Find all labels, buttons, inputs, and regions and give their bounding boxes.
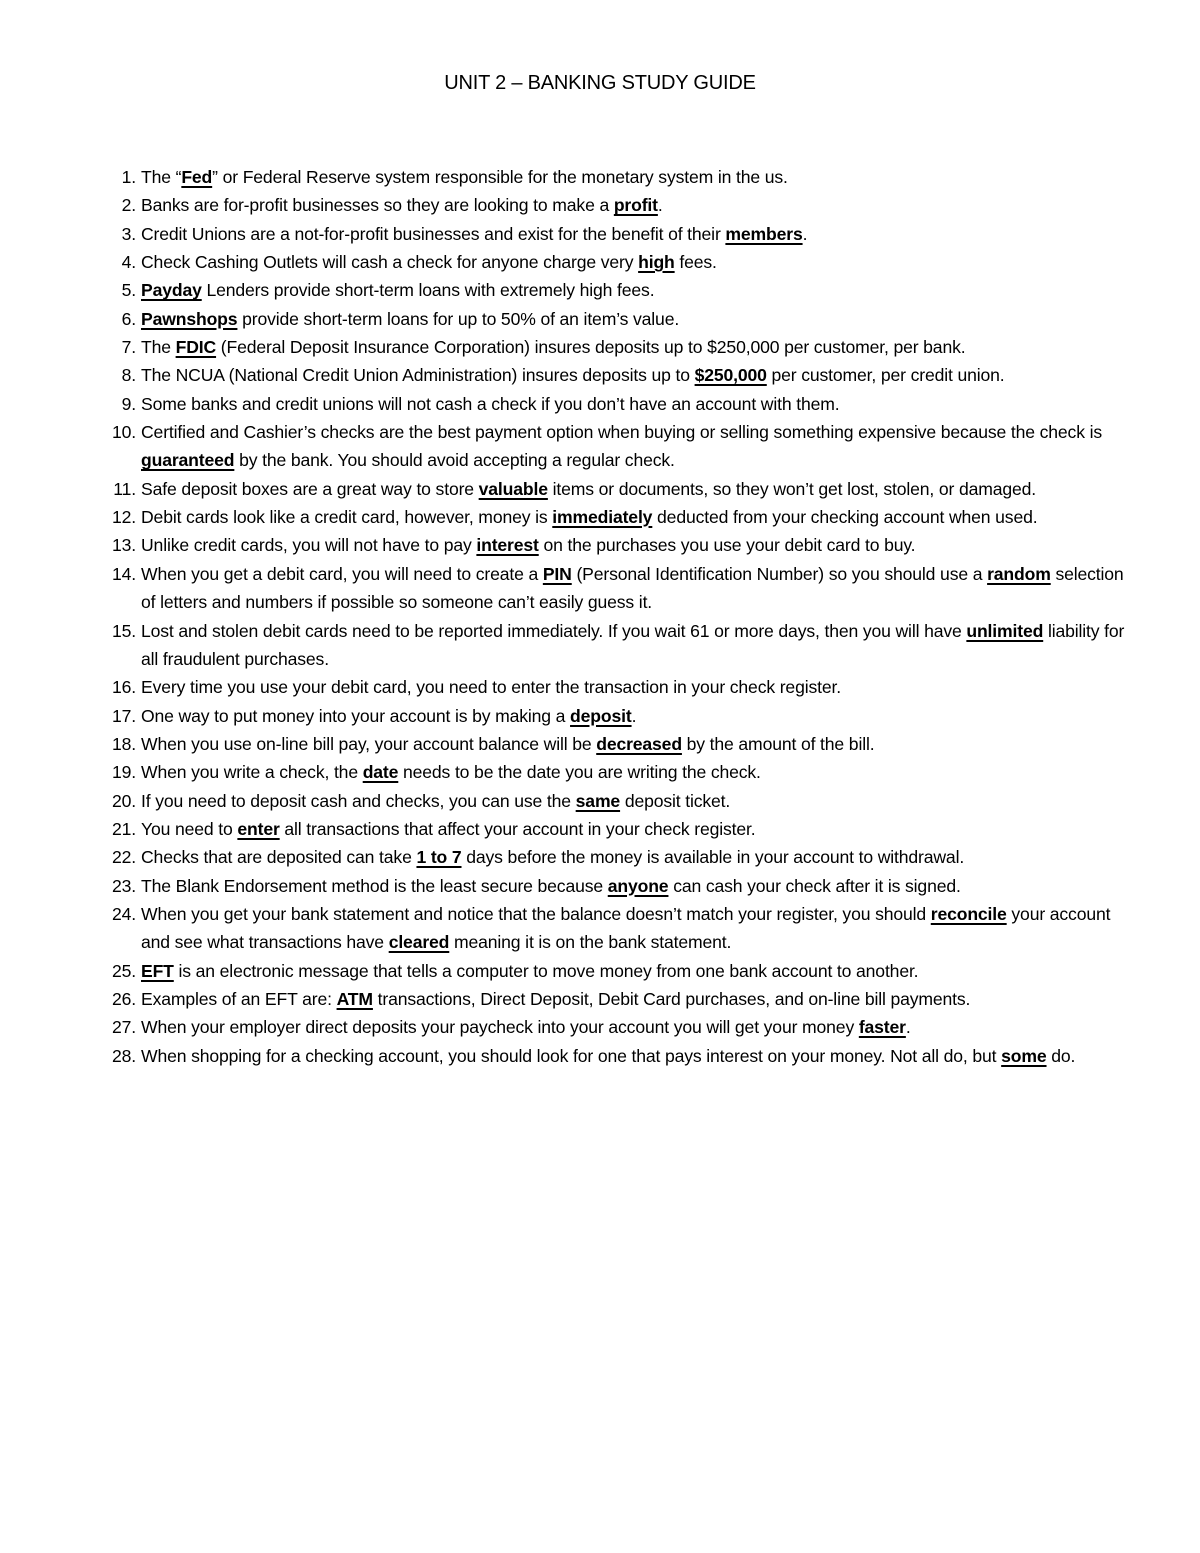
list-item-text: [141, 224, 807, 244]
answer-term: ATM: [336, 988, 373, 1009]
answer-term: faster: [858, 1017, 906, 1038]
list-item-text: [141, 1046, 1075, 1066]
list-item: [100, 872, 1130, 900]
answer-term: enter: [237, 818, 280, 839]
list-item-text: [141, 791, 730, 811]
text-run: all transactions that affect your account in your check register.: [279, 818, 756, 839]
list-item-text: [141, 564, 1124, 612]
text-run: When you get a debit card, you will need to create a: [141, 563, 543, 584]
list-item: [100, 191, 1130, 219]
answer-term: anyone: [607, 875, 669, 896]
list-item-number: 6.: [121, 308, 136, 329]
text-run: by the bank. You should avoid accepting a regular check.: [234, 450, 675, 471]
answer-term: PIN: [542, 563, 572, 584]
text-run: meaning it is on the bank statement.: [449, 932, 732, 953]
text-run: You need to: [141, 818, 238, 839]
list-item-text: [141, 337, 965, 357]
list-item-text: [141, 734, 874, 754]
list-item: [100, 361, 1130, 389]
text-run: Certified and Cashier’s checks are the best payment option when buying or selling something expensive because the check is: [141, 422, 1102, 443]
answer-term: date: [362, 762, 399, 783]
list-item-number: 7.: [121, 337, 136, 358]
answer-term: high: [638, 252, 675, 273]
text-run: on the purchases you use your debit card to buy.: [538, 535, 916, 556]
list-item-number: 13.: [111, 535, 136, 556]
list-item-number: 14.: [111, 563, 136, 584]
list-item-number: 15.: [111, 620, 136, 641]
text-run: deducted from your checking account when used.: [652, 507, 1038, 528]
list-item: [100, 305, 1130, 333]
text-run: your account and see what transactions have: [141, 903, 1111, 953]
answer-term: some: [1001, 1045, 1047, 1066]
list-item-number: 8.: [121, 365, 136, 386]
text-run: (Federal Deposit Insurance Corporation) insures deposits up to $250,000 per customer, per bank.: [216, 337, 966, 358]
list-item-text: [141, 904, 1110, 952]
list-item: [100, 787, 1130, 815]
answer-term: decreased: [596, 733, 682, 754]
list-item-text: [141, 819, 755, 839]
text-run: can cash your check after it is signed.: [668, 875, 961, 896]
answer-term: guaranteed: [141, 450, 235, 471]
list-item-number: 25.: [111, 960, 136, 981]
list-item-text: [141, 706, 636, 726]
list-item-text: [141, 422, 1102, 470]
text-run: Unlike credit cards, you will not have to pay: [141, 535, 477, 556]
list-item-text: [141, 961, 918, 981]
text-run: .: [657, 195, 663, 216]
list-item: [100, 1042, 1130, 1070]
list-item-number: 9.: [121, 393, 136, 414]
text-run: fees.: [674, 252, 717, 273]
text-run: items or documents, so they won’t get lost, stolen, or damaged.: [547, 478, 1037, 499]
text-run: selection of letters and numbers if possible so someone can’t easily guess it.: [141, 563, 1124, 613]
list-item-number: 22.: [111, 847, 136, 868]
text-run: do.: [1046, 1045, 1076, 1066]
list-item: [100, 560, 1130, 617]
list-item: [100, 503, 1130, 531]
list-item-number: 24.: [111, 903, 136, 924]
list-item-number: 17.: [111, 705, 136, 726]
text-run: (Personal Identification Number) so you should use a: [571, 563, 988, 584]
list-item-number: 21.: [111, 818, 136, 839]
list-item-number: 1.: [121, 167, 136, 187]
list-item-text: [141, 876, 961, 896]
text-run: Checks that are deposited can take: [141, 847, 417, 868]
list-item: [100, 220, 1130, 248]
text-run: When you write a check, the: [141, 762, 363, 783]
answer-term: EFT: [141, 960, 174, 981]
text-run: provide short-term loans for up to 50% of an item’s value.: [237, 308, 680, 329]
answer-term: members: [725, 223, 803, 244]
list-item: [100, 758, 1130, 786]
text-run: transactions, Direct Deposit, Debit Card purchases, and on-line bill payments.: [372, 988, 971, 1009]
list-item: [100, 248, 1130, 276]
answer-term: valuable: [478, 478, 548, 499]
list-item-number: 19.: [111, 762, 136, 783]
answer-term: $250,000: [694, 365, 767, 386]
list-item: [100, 702, 1130, 730]
answer-term: Fed: [181, 167, 213, 187]
text-run: When you use on-line bill pay, your account balance will be: [141, 733, 597, 754]
list-item: [100, 957, 1130, 985]
text-run: needs to be the date you are writing the check.: [398, 762, 761, 783]
list-item: [100, 276, 1130, 304]
text-run: The Blank Endorsement method is the least secure because: [141, 875, 608, 896]
list-item-number: 2.: [121, 195, 136, 216]
list-item: [100, 815, 1130, 843]
answer-term: FDIC: [175, 337, 217, 358]
list-item-text: [141, 252, 717, 272]
list-item-number: 18.: [111, 733, 136, 754]
list-item-number: 3.: [121, 223, 136, 244]
list-item-number: 27.: [111, 1017, 136, 1038]
list-item-number: 20.: [111, 790, 136, 811]
list-item-text: [141, 280, 654, 300]
text-run: When your employer direct deposits your paycheck into your account you will get your money: [141, 1017, 859, 1038]
list-item-text: [141, 309, 679, 329]
text-run: Check Cashing Outlets will cash a check for anyone charge very: [141, 252, 639, 273]
text-run: The: [141, 337, 176, 358]
text-run: The “: [141, 167, 182, 187]
list-item-number: 26.: [111, 988, 136, 1009]
text-run: Every time you use your debit card, you need to enter the transaction in your check register.: [141, 677, 841, 698]
text-run: .: [802, 223, 808, 244]
list-item: [100, 1013, 1130, 1041]
answer-term: Payday: [141, 280, 202, 301]
list-item: [100, 985, 1130, 1013]
answer-term: immediately: [552, 507, 653, 528]
list-item-text: [141, 989, 970, 1009]
list-item-number: 23.: [111, 875, 136, 896]
list-item: [100, 617, 1130, 674]
list-item-text: [141, 195, 663, 215]
text-run: by the amount of the bill.: [681, 733, 875, 754]
text-run: .: [631, 705, 637, 726]
list-item-text: [141, 507, 1037, 527]
text-run: liability for all fraudulent purchases.: [141, 620, 1125, 669]
list-item-number: 4.: [121, 252, 136, 273]
list-item: [100, 673, 1130, 701]
list-item-text: [141, 762, 761, 782]
text-run: Debit cards look like a credit card, however, money is: [141, 507, 553, 528]
answer-term: Pawnshops: [141, 308, 238, 329]
list-item-text: [141, 365, 1005, 385]
list-item-text: [141, 535, 915, 555]
list-item-text: [141, 479, 1036, 499]
study-guide-list: [100, 163, 1130, 1070]
text-run: Lost and stolen debit cards need to be reported immediately. If you wait 61 or more days, then you will have: [141, 620, 967, 641]
text-run: ” or Federal Reserve system responsible for the monetary system in the us.: [212, 167, 788, 187]
list-item-text: [141, 621, 1124, 669]
list-item: [100, 418, 1130, 475]
answer-term: profit: [613, 195, 658, 216]
list-item: [100, 531, 1130, 559]
text-run: Banks are for-profit businesses so they are looking to make a: [141, 195, 614, 216]
list-item-number: 10.: [111, 422, 136, 443]
document-title: UNIT 2 – BANKING STUDY GUIDE: [444, 72, 756, 94]
text-run: days before the money is available in your account to withdrawal.: [461, 847, 965, 868]
text-run: Credit Unions are a not-for-profit businesses and exist for the benefit of their: [141, 223, 726, 244]
list-item-text: [141, 847, 964, 867]
answer-term: interest: [476, 535, 539, 556]
list-item-text: [141, 677, 841, 697]
text-run: When shopping for a checking account, you should look for one that pays interest on your money. Not all do, but: [141, 1045, 1002, 1066]
list-item-text: [141, 394, 839, 414]
list-item-number: 12.: [111, 507, 136, 528]
list-item-number: 11.: [113, 478, 136, 499]
list-item-number: 5.: [121, 280, 136, 301]
list-item: [100, 475, 1130, 503]
list-item-number: 16.: [111, 677, 136, 698]
text-run: Lenders provide short-term loans with extremely high fees.: [201, 280, 655, 301]
answer-term: same: [575, 790, 621, 811]
text-run: If you need to deposit cash and checks, you can use the: [141, 790, 576, 811]
text-run: deposit ticket.: [620, 790, 731, 811]
text-run: One way to put money into your account is by making a: [141, 705, 571, 726]
text-run: The NCUA (National Credit Union Administration) insures deposits up to: [141, 365, 695, 386]
answer-term: 1 to 7: [416, 847, 462, 868]
text-run: Some banks and credit unions will not cash a check if you don’t have an account with them.: [141, 393, 840, 414]
text-run: is an electronic message that tells a computer to move money from one bank account to another.: [173, 960, 919, 981]
answer-term: unlimited: [966, 620, 1044, 641]
list-item: [100, 333, 1130, 361]
list-item-text: [141, 1017, 911, 1037]
answer-term: deposit: [570, 705, 632, 726]
text-run: .: [905, 1017, 911, 1038]
list-item: [100, 390, 1130, 418]
answer-term: reconcile: [930, 903, 1007, 924]
answer-term: cleared: [388, 932, 450, 953]
list-item-number: 28.: [111, 1045, 136, 1066]
list-item: [100, 730, 1130, 758]
text-run: Safe deposit boxes are a great way to store: [141, 478, 479, 499]
text-run: per customer, per credit union.: [766, 365, 1005, 386]
list-item: [100, 163, 1130, 191]
list-item-text: [141, 167, 788, 187]
list-item: [100, 900, 1130, 957]
text-run: Examples of an EFT are:: [141, 988, 337, 1009]
list-item: [100, 843, 1130, 871]
text-run: When you get your bank statement and notice that the balance doesn’t match your register, you should: [141, 903, 931, 924]
answer-term: random: [987, 563, 1051, 584]
